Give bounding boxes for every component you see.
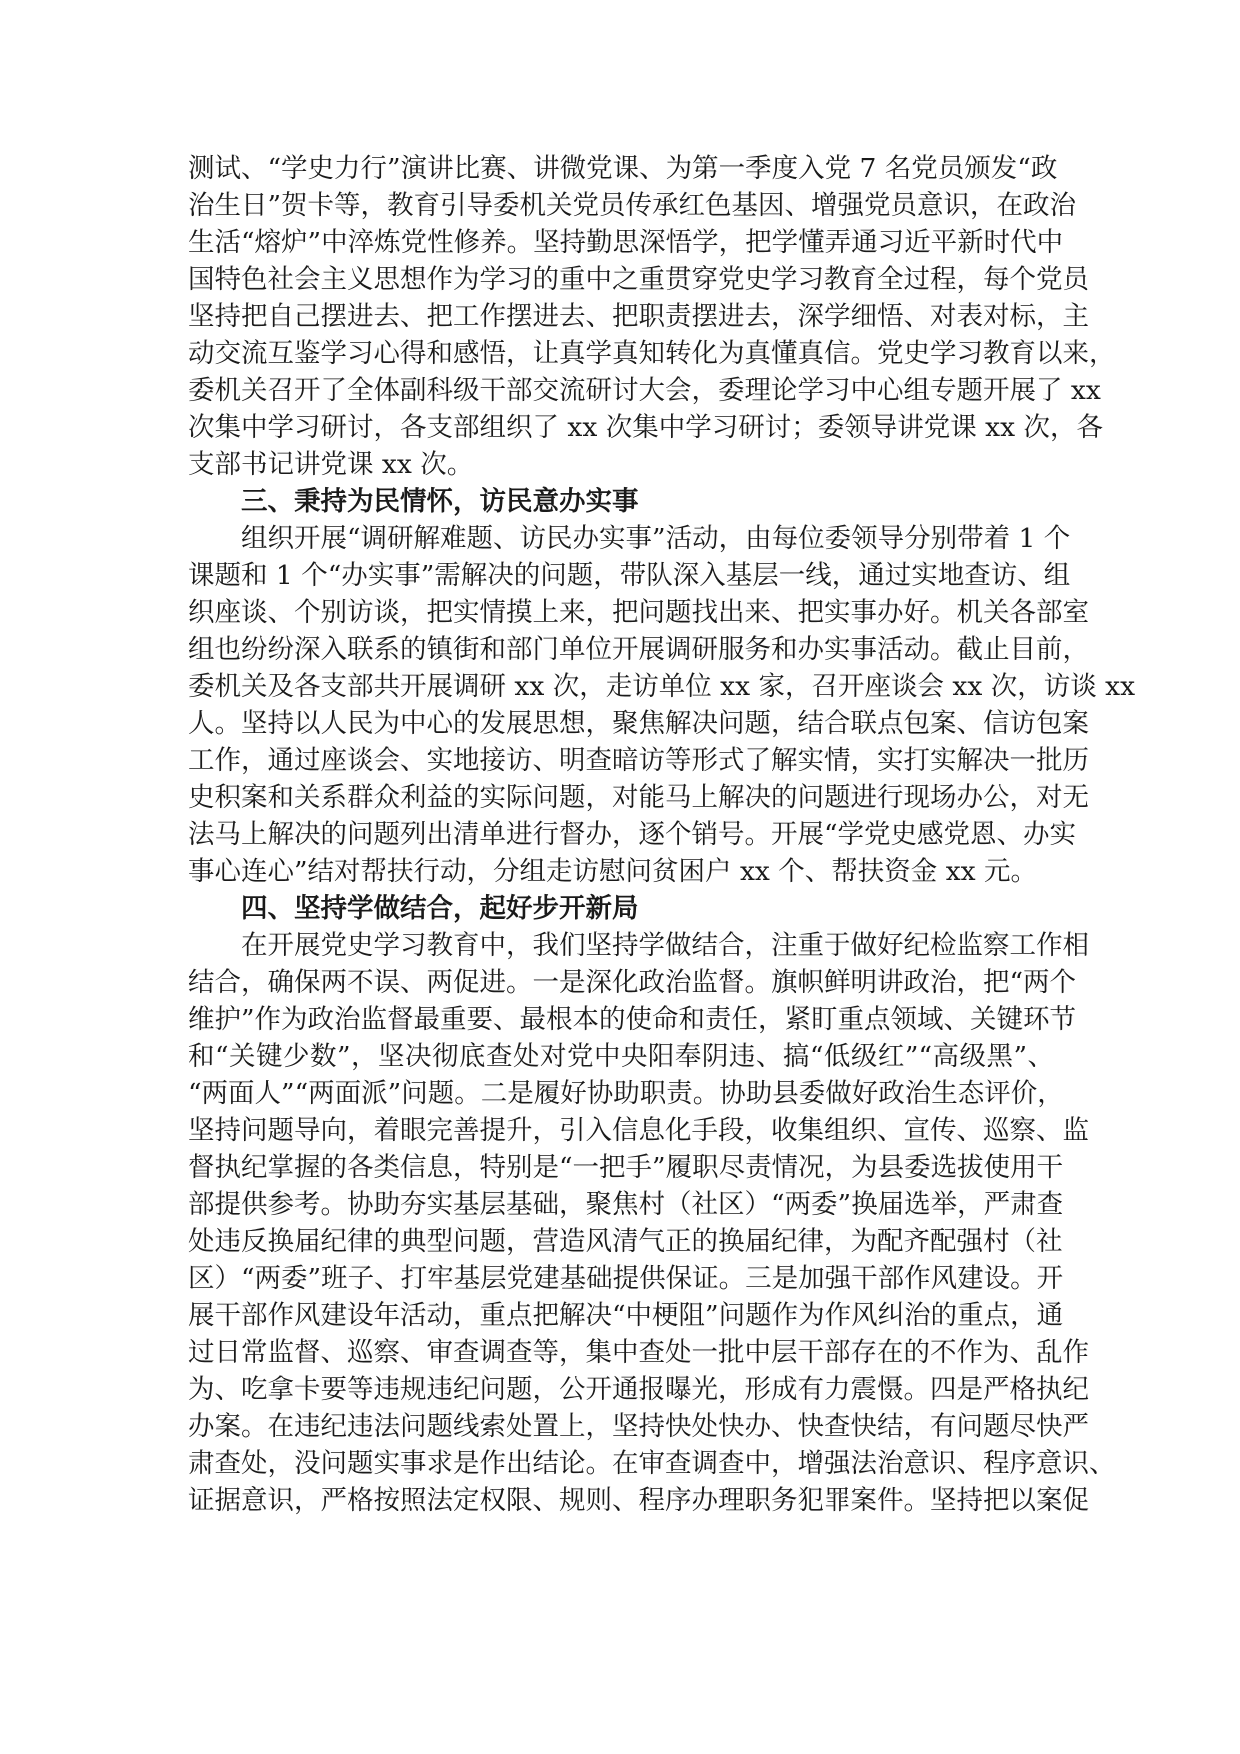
text-line: 课题和 1 个“办实事”需解决的问题，带队深入基层一线，通过实地查访、组	[188, 560, 1071, 591]
text-line: 组也纷纷深入联系的镇街和部门单位开展调研服务和办实事活动。截止目前，	[188, 634, 1089, 665]
text-line: 测试、“学史力行”演讲比赛、讲微党课、为第一季度入党 7 名党员颁发“政	[188, 153, 1058, 184]
text-line: 动交流互鉴学习心得和感悟，让真学真知转化为真懂真信。党史学习教育以来，	[188, 338, 1116, 369]
section-heading-4: 四、坚持学做结合，起好步开新局	[241, 893, 639, 924]
text-line: 区）“两委”班子、打牢基层党建基础提供保证。三是加强干部作风建设。开	[188, 1263, 1064, 1294]
text-line: 组织开展“调研解难题、访民办实事”活动，由每位委领导分别带着 1 个	[241, 523, 1071, 554]
text-line: 人。坚持以人民为中心的发展思想，聚焦解决问题，结合联点包案、信访包案	[188, 708, 1089, 739]
text-line: 国特色社会主义思想作为学习的重中之重贯穿党史学习教育全过程，每个党员	[188, 264, 1089, 295]
text-line: 办案。在违纪违法问题线索处置上，坚持快处快办、快查快结，有问题尽快严	[188, 1411, 1089, 1442]
text-line: 次集中学习研讨，各支部组织了 xx 次集中学习研讨；委领导讲党课 xx 次，各	[188, 412, 1103, 443]
text-line: 工作，通过座谈会、实地接访、明查暗访等形式了解实情，实打实解决一批历	[188, 745, 1089, 776]
text-line: 生活“熔炉”中淬炼党性修养。坚持勤思深悟学，把学懂弄通习近平新时代中	[188, 227, 1064, 258]
paragraph-section-4	[188, 927, 1116, 1519]
text-line: “两面人”“两面派”问题。二是履好协助职责。协助县委做好政治生态评价，	[188, 1078, 1064, 1109]
document-body	[188, 150, 1136, 1519]
text-line: 和“关键少数”，坚决彻底查处对党中央阳奉阴违、搞“低级红”“高级黑”、	[188, 1041, 1054, 1072]
text-line: 坚持问题导向，着眼完善提升，引入信息化手段，收集组织、宣传、巡察、监	[188, 1115, 1089, 1146]
text-line: 结合，确保两不误、两促进。一是深化政治监督。旗帜鲜明讲政治，把“两个	[188, 967, 1077, 998]
text-line: 事心连心”结对帮扶行动，分组走访慰问贫困户 xx 个、帮扶资金 xx 元。	[188, 856, 1038, 887]
text-line: 史积案和关系群众利益的实际问题，对能马上解决的问题进行现场办公，对无	[188, 782, 1089, 813]
text-line: 证据意识，严格按照法定权限、规则、程序办理职务犯罪案件。坚持把以案促	[188, 1485, 1089, 1516]
text-line: 展干部作风建设年活动，重点把解决“中梗阻”问题作为作风纠治的重点，通	[188, 1300, 1064, 1331]
text-line: 过日常监督、巡察、审查调查等，集中查处一批中层干部存在的不作为、乱作	[188, 1337, 1089, 1368]
paragraph-section-3	[188, 520, 1136, 890]
text-line: 维护”作为政治监督最重要、最根本的使命和责任，紧盯重点领域、关键环节	[188, 1004, 1077, 1035]
text-line: 坚持把自己摆进去、把工作摆进去、把职责摆进去，深学细悟、对表对标，主	[188, 301, 1089, 332]
text-line: 督执纪掌握的各类信息，特别是“一把手”履职尽责情况，为县委选拔使用干	[188, 1152, 1064, 1183]
text-line: 在开展党史学习教育中，我们坚持学做结合，注重于做好纪检监察工作相	[241, 930, 1089, 961]
text-line: 支部书记讲党课 xx 次。	[188, 449, 474, 480]
text-line: 治生日”贺卡等，教育引导委机关党员传承红色基因、增强党员意识，在政治	[188, 190, 1077, 221]
text-line: 处违反换届纪律的典型问题，营造风清气正的换届纪律，为配齐配强村（社	[188, 1226, 1063, 1257]
text-line: 委机关召开了全体副科级干部交流研讨大会，委理论学习中心组专题开展了 xx	[188, 375, 1101, 406]
text-line: 委机关及各支部共开展调研 xx 次，走访单位 xx 家，召开座谈会 xx 次，访谈 xx	[188, 671, 1136, 702]
text-line: 织座谈、个别访谈，把实情摸上来，把问题找出来、把实事办好。机关各部室	[188, 597, 1089, 628]
text-line: 肃查处，没问题实事求是作出结论。在审查调查中，增强法治意识、程序意识、	[188, 1448, 1116, 1479]
text-line: 为、吃拿卡要等违规违纪问题，公开通报曝光，形成有力震慑。四是严格执纪	[188, 1374, 1089, 1405]
text-line: 法马上解决的问题列出清单进行督办，逐个销号。开展“学党史感党恩、办实	[188, 819, 1077, 850]
paragraph-continued	[188, 150, 1116, 483]
section-heading-3: 三、秉持为民情怀，访民意办实事	[241, 486, 639, 517]
text-line: 部提供参考。协助夯实基层基础，聚焦村（社区）“两委”换届选举，严肃查	[188, 1189, 1064, 1220]
